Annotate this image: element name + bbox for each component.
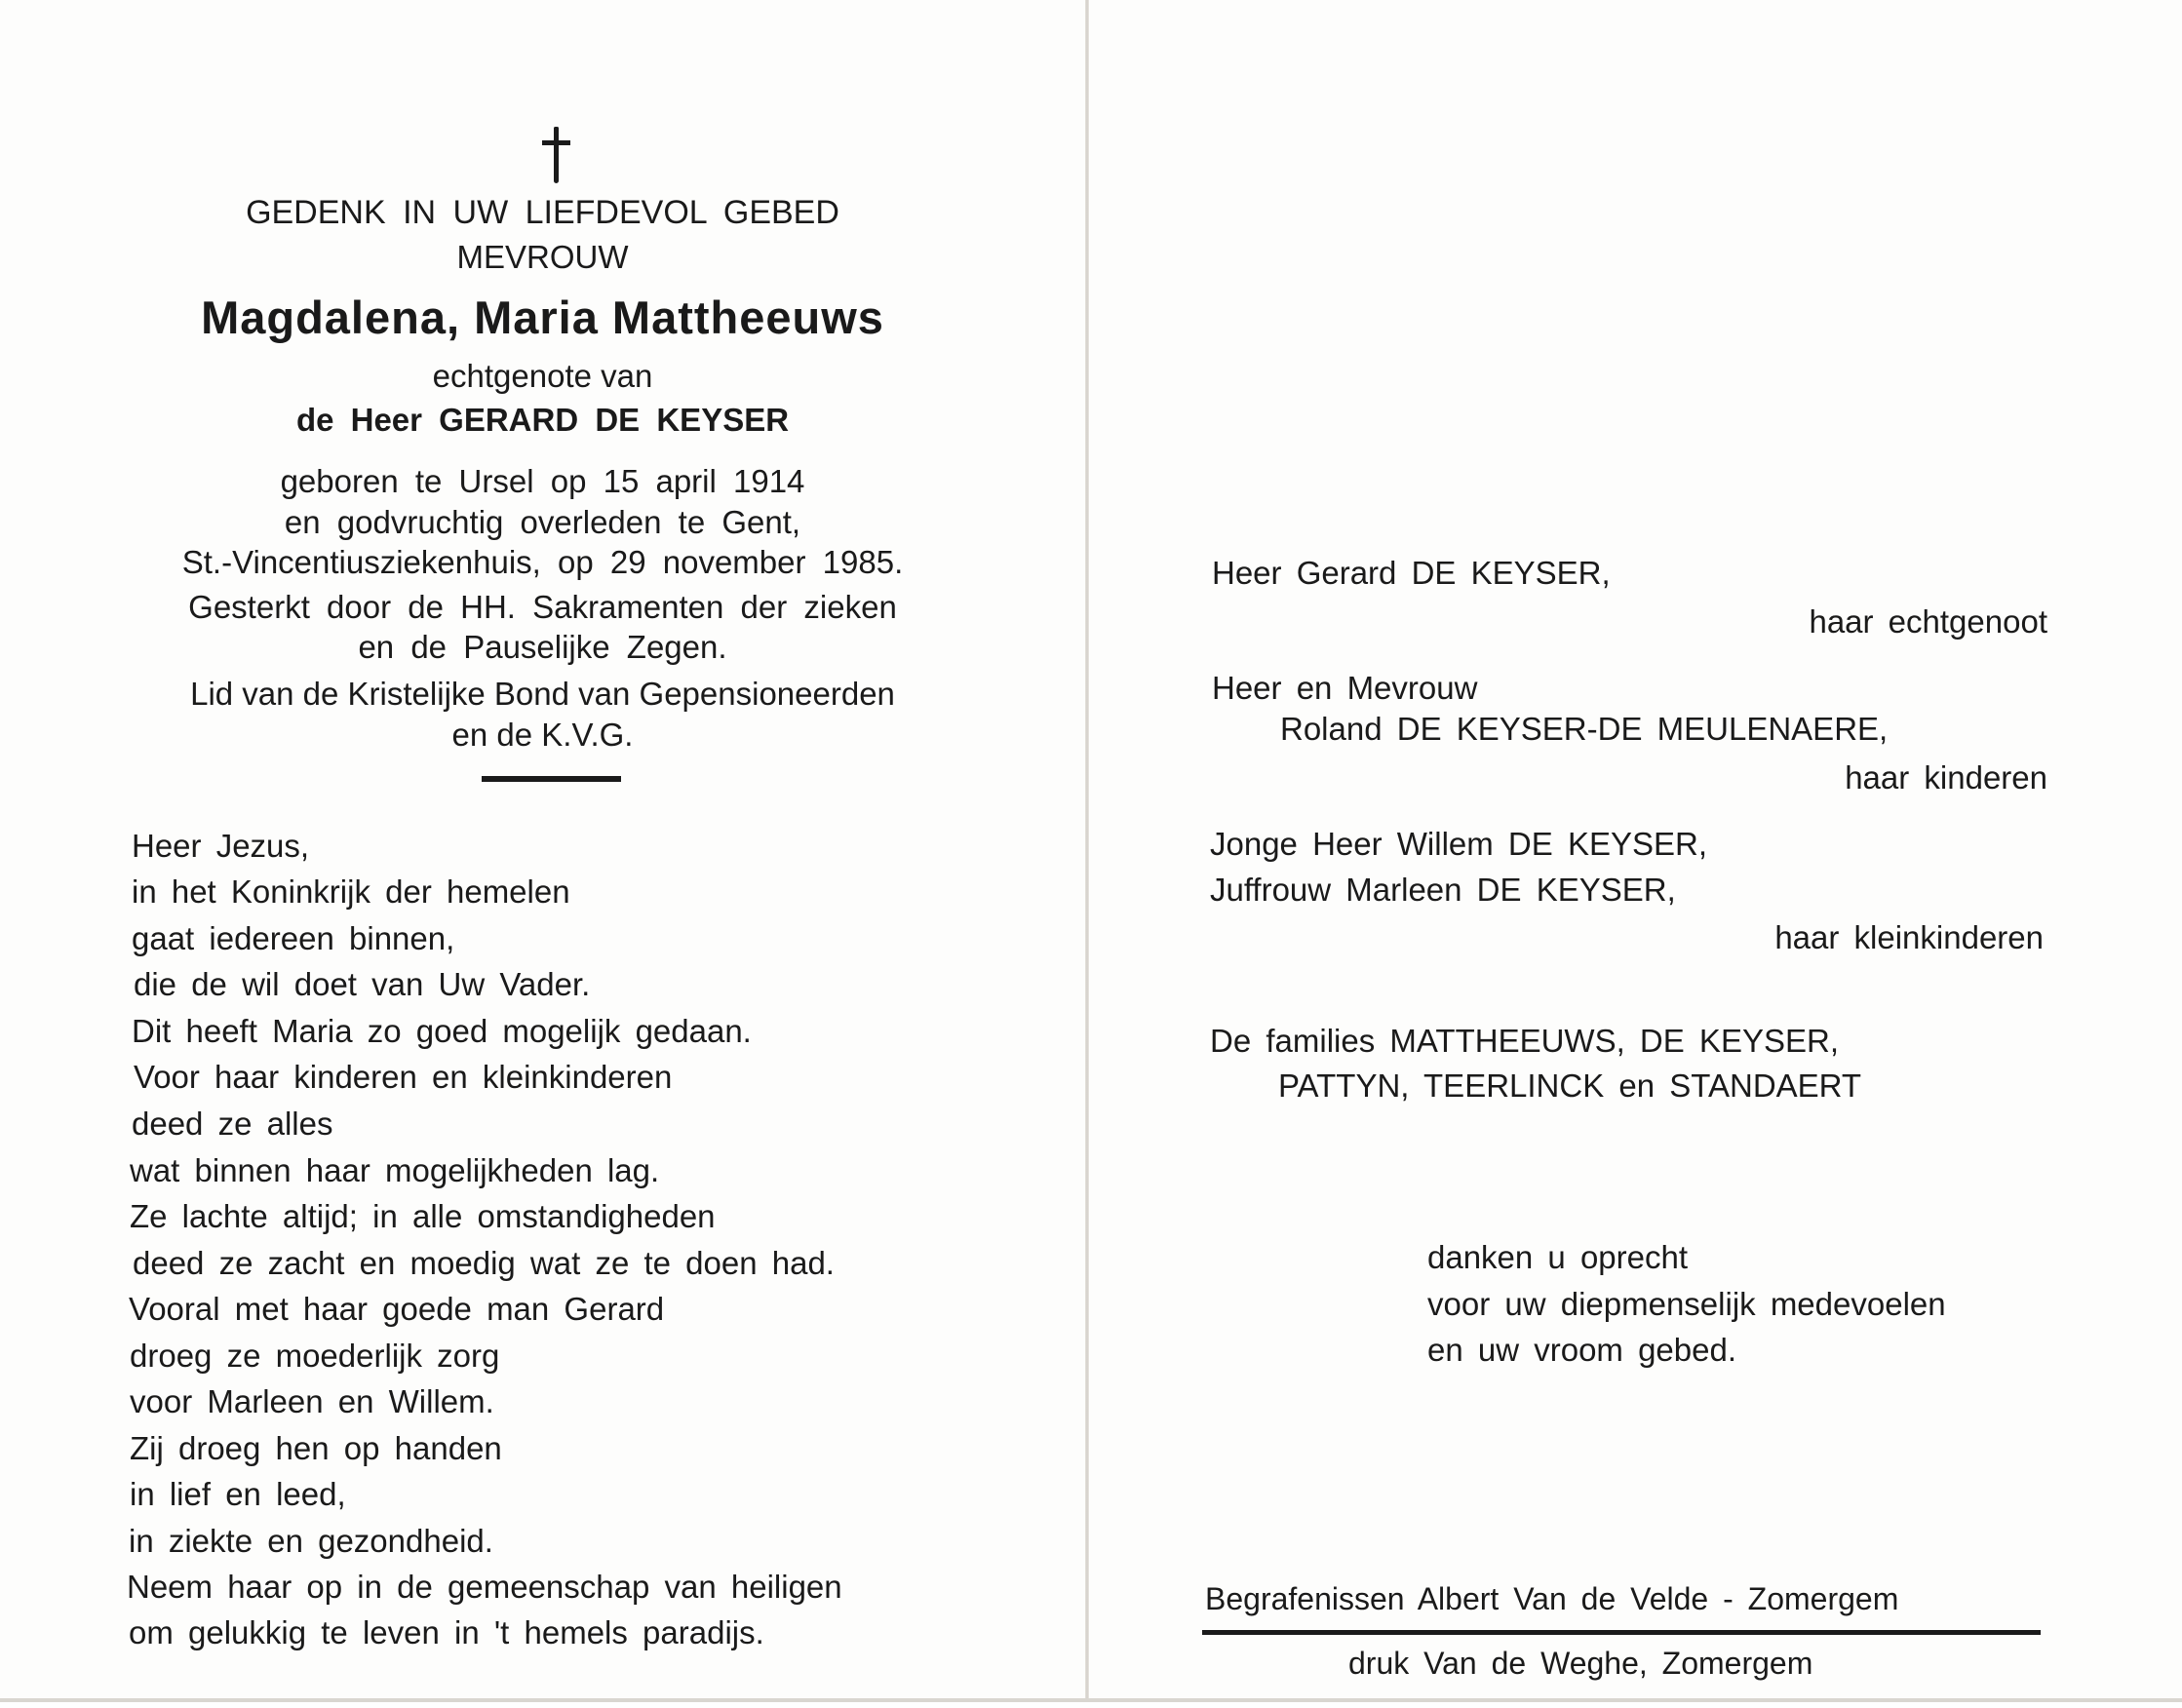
title-mevrouw: MEVROUW — [456, 239, 629, 275]
detail-line: en de K.V.G. — [451, 717, 634, 753]
poem-line: droeg ze moederlijk zorg — [130, 1338, 500, 1374]
detail-line: St.-Vincentiusziekenhuis, op 29 november 1985. — [181, 544, 904, 580]
children-intro: Heer en Mevrouw — [1212, 670, 1478, 706]
grandchild-name: Jonge Heer Willem DE KEYSER, — [1210, 826, 1707, 862]
detail-line: Gesterkt door de HH. Sakramenten der zieken — [188, 589, 897, 625]
poem-line: voor Marleen en Willem. — [130, 1383, 494, 1419]
poem-line: Neem haar op in de gemeenschap van heiligen — [127, 1569, 842, 1605]
poem-line: die de wil doet van Uw Vader. — [134, 966, 591, 1002]
husband-name: Heer Gerard DE KEYSER, — [1212, 555, 1611, 591]
families-line: PATTYN, TEERLINCK en STANDAERT — [1278, 1068, 1862, 1104]
husband-role: haar echtgenoot — [1809, 603, 2047, 640]
detail-line: en godvruchtig overleden te Gent, — [284, 504, 801, 540]
poem-line: Heer Jezus, — [132, 828, 310, 864]
families-line: De families MATTHEEUWS, DE KEYSER, — [1210, 1023, 1839, 1059]
thanks-line: voor uw diepmenselijk medevoelen — [1427, 1286, 1946, 1322]
card-fold — [1085, 0, 1089, 1698]
poem-line: in lief en leed, — [130, 1476, 346, 1512]
prayer-request-heading: GEDENK IN UW LIEFDEVOL GEBED — [246, 194, 839, 231]
poem-line: in het Koninkrijk der hemelen — [132, 873, 570, 910]
card-bottom-edge — [0, 1698, 2182, 1702]
grandchildren-role: haar kleinkinderen — [1774, 919, 2044, 955]
undertaker-credit: Begrafenissen Albert Van de Velde - Zomergem — [1205, 1581, 1899, 1616]
poem-line: gaat iedereen binnen, — [132, 920, 455, 956]
divider — [482, 776, 621, 782]
detail-line: geboren te Ursel op 15 april 1914 — [280, 463, 805, 499]
detail-line: Lid van de Kristelijke Bond van Gepensioneerden — [190, 676, 895, 712]
cross-icon — [538, 127, 573, 183]
thanks-line: danken u oprecht — [1427, 1239, 1689, 1275]
poem-line: deed ze alles — [132, 1106, 333, 1142]
thanks-line: en uw vroom gebed. — [1427, 1332, 1737, 1368]
poem-line: Zij droeg hen op handen — [130, 1430, 502, 1466]
deceased-name: Magdalena, Maria Mattheeuws — [201, 291, 884, 343]
poem-line: Vooral met haar goede man Gerard — [129, 1291, 665, 1327]
spouse-name: de Heer GERARD DE KEYSER — [295, 402, 790, 438]
poem-line: Ze lachte altijd; in alle omstandigheden — [130, 1198, 716, 1234]
poem-line: deed ze zacht en moedig wat ze te doen had. — [133, 1245, 835, 1281]
poem-line: in ziekte en gezondheid. — [129, 1523, 493, 1559]
poem-line: Dit heeft Maria zo goed mogelijk gedaan. — [132, 1013, 752, 1049]
left-panel — [0, 0, 1085, 1698]
poem-line: om gelukkig te leven in 't hemels paradijs. — [129, 1614, 764, 1650]
footer-rule — [1202, 1630, 2041, 1635]
poem-line: wat binnen haar mogelijkheden lag. — [130, 1152, 660, 1188]
children-names: Roland DE KEYSER-DE MEULENAERE, — [1280, 711, 1889, 747]
spouse-intro: echtgenote van — [432, 358, 653, 394]
children-role: haar kinderen — [1845, 759, 2047, 796]
poem-line: Voor haar kinderen en kleinkinderen — [134, 1059, 673, 1095]
printer-credit: druk Van de Weghe, Zomergem — [1348, 1646, 1813, 1681]
grandchild-name: Juffrouw Marleen DE KEYSER, — [1210, 872, 1676, 908]
detail-line: en de Pauselijke Zegen. — [358, 629, 727, 665]
